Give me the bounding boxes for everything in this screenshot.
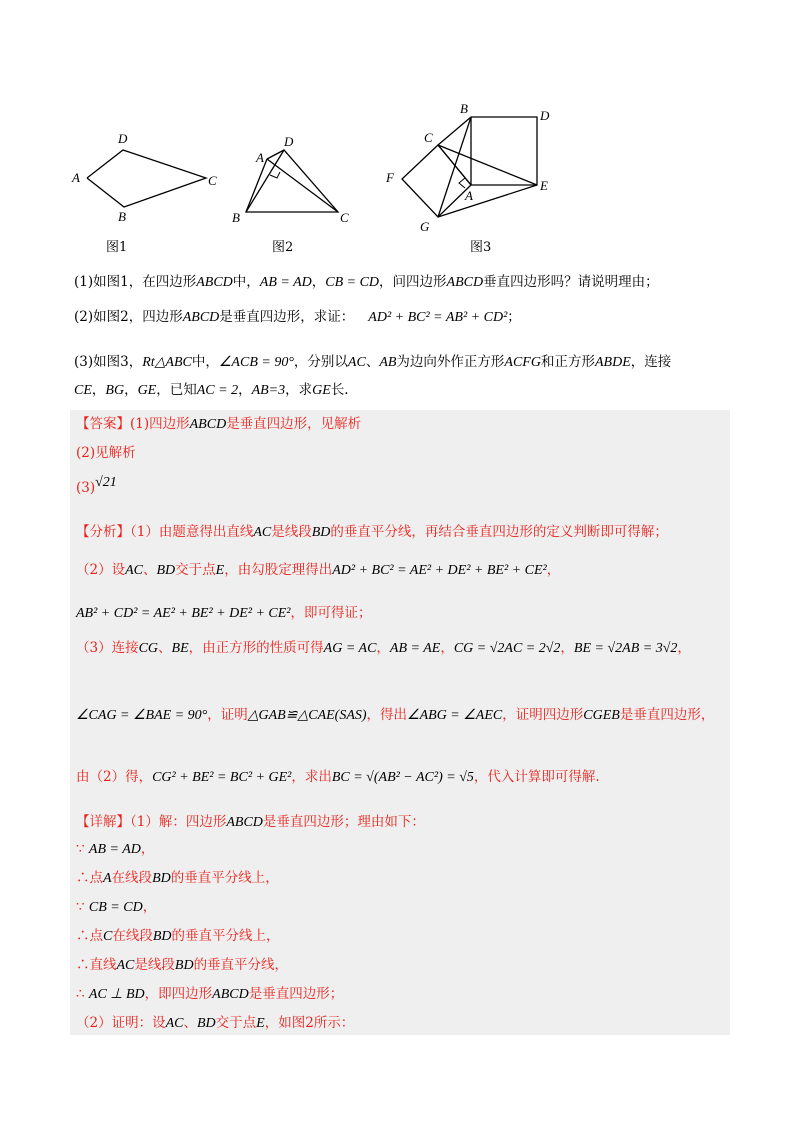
fig2-label-b: B xyxy=(232,210,240,225)
math-expression: ACFG xyxy=(504,355,541,370)
text-run: (2)见解析 xyxy=(76,445,136,461)
math-expression: AC xyxy=(116,958,135,973)
text-run: 在线段 xyxy=(111,870,153,886)
math-expression: ABCD xyxy=(226,815,263,830)
text-run: 由（2）得， xyxy=(76,769,153,785)
detail-line-2 xyxy=(76,839,154,860)
text-run: 为边向外作正方形 xyxy=(396,354,505,370)
question-3 xyxy=(74,352,671,373)
math-expression: CB = CD xyxy=(88,900,143,915)
fig3-label-b: B xyxy=(460,101,468,116)
math-expression: BE xyxy=(171,641,189,656)
analysis-line-3 xyxy=(76,603,371,624)
text-run: (2)如图2，四边形 xyxy=(74,309,183,325)
text-run: ， xyxy=(546,562,561,578)
math-expression: ∠ABG = ∠AEC xyxy=(407,708,503,723)
fig1-label-b: B xyxy=(118,209,126,224)
detail-line-5 xyxy=(76,926,280,947)
math-expression: E xyxy=(256,1016,265,1031)
analysis-line-6 xyxy=(76,767,600,788)
text-run: 是垂直四边形，见解析 xyxy=(226,416,362,432)
text-run: ， xyxy=(142,899,157,915)
math-expression: AB² + CD² = AE² + BE² + DE² + CE² xyxy=(76,606,291,621)
detail-line-4 xyxy=(76,897,156,918)
text-run: 长. xyxy=(330,382,349,398)
analysis-line-4 xyxy=(76,638,691,659)
text-run: 在线段 xyxy=(112,928,153,944)
text-run: 交于点 xyxy=(175,562,216,578)
math-expression: AB = AD xyxy=(259,275,312,290)
text-run: ∵ xyxy=(76,899,85,915)
figure-2-drawing xyxy=(228,130,368,230)
math-expression: BE = √2AB = 3√2 xyxy=(573,641,678,656)
text-run: （2）设 xyxy=(76,562,126,578)
answer-line-1 xyxy=(76,414,361,435)
text-run: ，分别以 xyxy=(293,354,348,370)
text-run: ，求出 xyxy=(291,769,332,785)
text-run: ，由正方形的性质可得 xyxy=(188,640,324,656)
math-expression: BD xyxy=(196,1016,216,1031)
figure-1-drawing xyxy=(70,125,230,225)
fig1-label-d: D xyxy=(118,131,128,146)
fig2-label-a: A xyxy=(256,150,264,165)
fig3-label-a: A xyxy=(465,188,473,203)
figure-3-drawing xyxy=(380,100,560,240)
text-run: ，由勾股定理得出 xyxy=(224,562,333,578)
text-run: 、 xyxy=(365,354,380,370)
math-expression: GE xyxy=(312,383,331,398)
math-expression: BD xyxy=(174,958,194,973)
math-expression: CG² + BE² = BC² + GE² xyxy=(152,770,292,785)
detail-line-1 xyxy=(76,812,425,833)
text-run: 【分析】 xyxy=(76,524,130,540)
text-run: ，即可得证； xyxy=(290,605,372,621)
question-2 xyxy=(74,307,521,328)
figure-3-caption: 图3 xyxy=(470,240,492,255)
text-run: 、 xyxy=(158,640,172,656)
math-expression: AC xyxy=(125,563,143,578)
text-run: ∴直线 xyxy=(76,957,117,973)
text-run: （1）解：四边形 xyxy=(130,814,227,830)
math-expression: BG xyxy=(105,383,125,398)
text-run: 、 xyxy=(142,562,157,578)
text-run: 是垂直四边形， xyxy=(619,707,715,723)
question-3-cont xyxy=(74,380,349,401)
question-1 xyxy=(74,272,659,293)
math-expression: BD xyxy=(152,929,172,944)
text-run: ∴点 xyxy=(76,870,103,886)
text-run: 的垂直平分线上， xyxy=(171,928,280,944)
math-expression: BD xyxy=(152,871,171,886)
text-run: ， xyxy=(560,640,574,656)
text-run: ，连接 xyxy=(630,354,672,370)
text-run: 的垂直平分线上， xyxy=(170,870,279,886)
math-expression: CG = √2AC = 2√2 xyxy=(453,641,561,656)
math-expression: BD xyxy=(311,525,331,540)
analysis-line-2 xyxy=(76,560,560,581)
text-run: （3）连接 xyxy=(76,640,139,656)
math-expression: √21 xyxy=(95,475,117,490)
figure-1-caption: 图1 xyxy=(106,240,128,255)
math-expression: Rt△ABC xyxy=(142,355,192,370)
answer-line-2 xyxy=(76,443,136,463)
text-run: 【详解】 xyxy=(76,814,130,830)
text-run: ∴点 xyxy=(76,928,103,944)
text-run: ； xyxy=(507,309,521,325)
detail-line-8 xyxy=(76,1013,354,1034)
text-run: ， xyxy=(238,382,252,398)
math-expression: AB = AD xyxy=(88,842,141,857)
text-run: ，证明 xyxy=(207,707,248,723)
math-expression: ∠CAG = ∠BAE = 90° xyxy=(76,708,208,723)
fig3-label-g: G xyxy=(420,219,430,234)
text-run: 是线段 xyxy=(134,957,175,973)
math-expression: ABCD xyxy=(189,417,227,432)
math-expression: A xyxy=(103,871,112,886)
math-expression: AC xyxy=(165,1016,184,1031)
math-expression: AC = 2 xyxy=(196,383,239,398)
math-expression: GE xyxy=(137,383,157,398)
text-run: ∵ xyxy=(76,841,85,857)
text-run: 的垂直平分线， xyxy=(193,957,289,973)
text-run: (3)如图3， xyxy=(74,354,143,370)
text-run: 垂直四边形吗？请说明理由； xyxy=(483,274,659,290)
detail-line-6 xyxy=(76,955,288,976)
text-run: ， xyxy=(440,640,454,656)
text-run: ， xyxy=(311,274,326,290)
text-run: 是垂直四边形；理由如下： xyxy=(262,814,425,830)
math-expression: AG = AC xyxy=(323,641,377,656)
math-expression: CB = CD xyxy=(325,275,380,290)
text-run: 是垂直四边形； xyxy=(248,986,344,1002)
text-run: ，问四边形 xyxy=(379,274,447,290)
text-run: ，代入计算即可得解. xyxy=(473,769,600,785)
figure-1 xyxy=(70,125,230,225)
text-run: （1）由题意得出直线 xyxy=(130,524,254,540)
math-expression: ABCD xyxy=(182,310,220,325)
text-run: (1)四边形 xyxy=(130,416,190,432)
text-run: 是垂直四边形，求证： xyxy=(219,309,355,325)
math-expression: △GAB≌△CAE(SAS) xyxy=(247,708,367,723)
text-run: 、 xyxy=(183,1015,197,1031)
fig3-label-d: D xyxy=(540,108,550,123)
text-run: ， xyxy=(91,382,106,398)
text-run: (1)如图1，在四边形 xyxy=(74,274,197,290)
text-run: ，得出 xyxy=(366,707,408,723)
fig3-label-c: C xyxy=(424,130,433,145)
math-expression: ABCD xyxy=(212,987,249,1002)
math-expression: E xyxy=(215,563,225,578)
text-run: （2）证明：设 xyxy=(76,1015,166,1031)
text-run: 中， xyxy=(191,354,219,370)
fig3-label-e: E xyxy=(540,178,548,193)
math-expression: BD xyxy=(156,563,176,578)
math-expression: C xyxy=(103,929,113,944)
figure-2 xyxy=(228,130,368,230)
math-expression: ABCD xyxy=(196,275,233,290)
math-expression: ABDE xyxy=(594,355,631,370)
math-expression: BC = √(AB² − AC²) = √5 xyxy=(331,770,474,785)
answer-line-3 xyxy=(76,475,117,499)
math-expression: AB=3 xyxy=(251,383,286,398)
text-run: ， xyxy=(376,640,390,656)
math-expression: AC xyxy=(253,525,272,540)
text-run: ， xyxy=(677,640,691,656)
detail-line-3 xyxy=(76,868,279,889)
math-expression: AC ⊥ BD xyxy=(88,987,145,1002)
text-run: ， xyxy=(140,841,155,857)
fig1-label-a: A xyxy=(72,170,80,185)
text-run: 交于点 xyxy=(215,1015,257,1031)
math-expression: AD² + BC² = AE² + DE² + BE² + CE² xyxy=(332,563,547,578)
math-expression: AB xyxy=(379,355,397,370)
text-run: ，求 xyxy=(285,382,313,398)
text-run: 是线段 xyxy=(271,524,312,540)
text-run: ，如图2所示： xyxy=(264,1015,355,1031)
text-run: 和正方形 xyxy=(540,354,595,370)
fig1-label-c: C xyxy=(208,173,217,188)
analysis-line-5 xyxy=(76,705,714,726)
math-expression: CE xyxy=(74,383,92,398)
text-run: ，已知 xyxy=(156,382,197,398)
figure-2-caption: 图2 xyxy=(272,240,294,255)
text-run: (3) xyxy=(76,480,96,496)
fig3-label-f: F xyxy=(386,170,394,185)
figure-3 xyxy=(380,100,560,240)
fig2-label-d: D xyxy=(284,134,294,149)
detail-line-7 xyxy=(76,984,343,1005)
text-run: ，证明四边形 xyxy=(502,707,584,723)
math-expression: AD² + BC² = AB² + CD² xyxy=(368,310,508,325)
text-run: ， xyxy=(124,382,138,398)
text-run: 中， xyxy=(232,274,260,290)
text-run: 的垂直平分线，再结合垂直四边形的定义判断即可得解； xyxy=(330,524,668,540)
fig2-label-c: C xyxy=(340,210,349,225)
math-expression: CG xyxy=(138,641,159,656)
text-run: ∴ xyxy=(76,986,85,1002)
text-run: 【答案】 xyxy=(76,416,130,432)
analysis-line-1 xyxy=(76,522,668,543)
math-expression: AB = AE xyxy=(389,641,441,656)
text-run: ，即四边形 xyxy=(144,986,213,1002)
math-expression: ∠ACB = 90° xyxy=(218,355,294,370)
math-expression: CGEB xyxy=(583,708,620,723)
math-expression: ABCD xyxy=(446,275,484,290)
math-expression: AC xyxy=(347,355,366,370)
